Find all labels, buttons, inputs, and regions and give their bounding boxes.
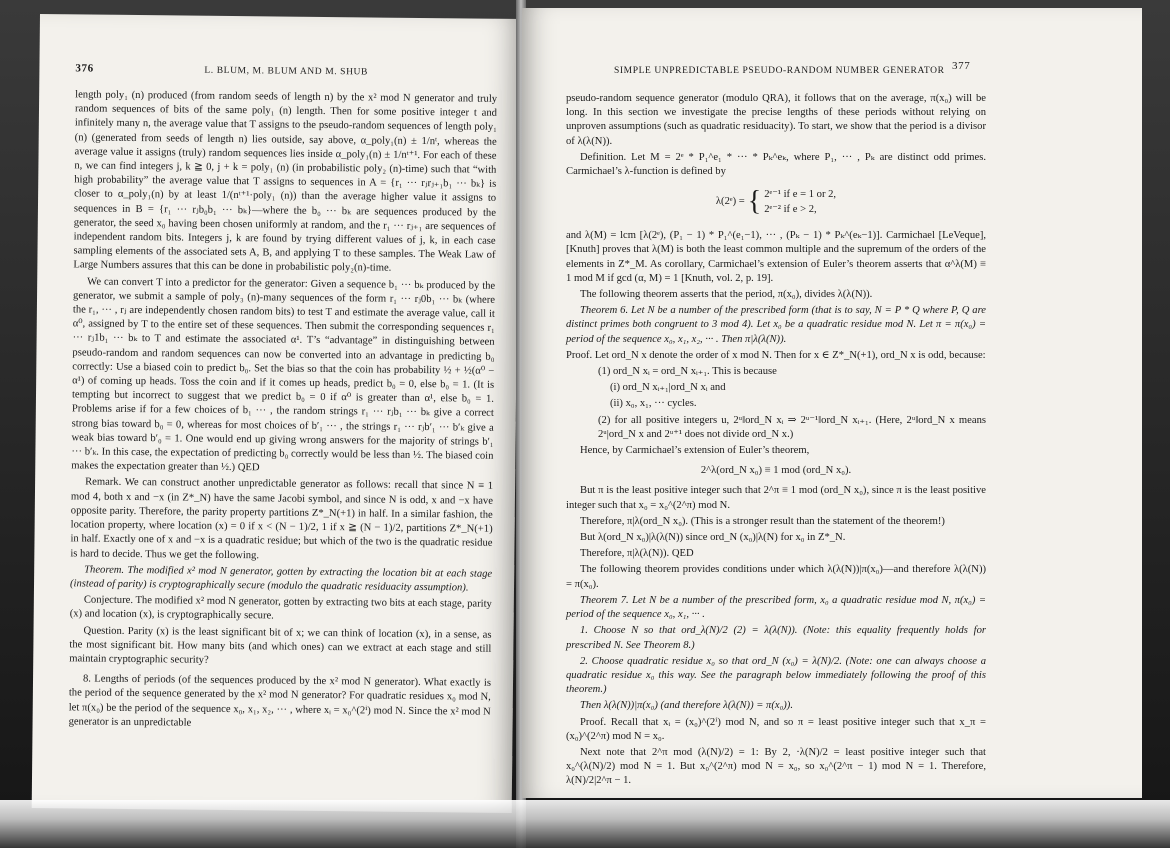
list-item: (i) ord_N xᵢ₊₁|ord_N xᵢ and	[610, 382, 726, 394]
definition-paragraph: Definition. Let M = 2ᵉ * P₁^e₁ * ··· * Pₖ^eₖ, where P₁, ··· , Pₖ are distinct odd primes. Carmichael’s λ-function is defined by	[566, 151, 986, 178]
list-item: (1) ord_N xᵢ = ord_N xᵢ₊₁. This is because	[598, 366, 777, 378]
formula-lhs: λ(2ᵉ) =	[715, 196, 745, 208]
question-paragraph: Question. Parity (x) is the least significant bit of x; we can think of location (x), in a sense, as the most significant bit. How many bits (and which ones) can we extract at each stage and still maintain cryptographic security?	[69, 625, 492, 666]
paragraph: 1. Choose N so that ord_λ(N)/2 (2) = λ(λ(N)). (Note: this equality frequently holds for prescribed N. See Theorem 8.)	[566, 625, 986, 651]
paragraph: Therefore, π|λ(λ(N)). QED	[580, 548, 694, 560]
paragraph: and λ(M) = lcm [λ(2ᵉ), (P₁ − 1) * P₁^(e₁−1), ··· , (Pₖ − 1) * Pₖ^(eₖ−1)]. Carmichael [LeVeque], [Knuth] proves that λ(M) is both the least common multiple and the supremum of the orders of the elements in Z*_M. As corollary, Carmichael’s extension of Euler’s theorem asserts that α^λ(M) ≡ 1 mod M if gcd (α, M) = 1 [Knuth, vol. 2, p. 19].	[566, 230, 986, 284]
running-head: SIMPLE UNPREDICTABLE PSEUDO-RANDOM NUMBER GENERATOR	[614, 66, 945, 76]
brace-symbol: {	[747, 186, 762, 218]
paragraph: But λ(ord_N x₀)|λ(λ(N)) since ord_N (x₀)|λ(N) for x₀ in Z*_N.	[580, 532, 846, 544]
paragraph: Therefore, π|λ(ord_N x₀). (This is a stronger result than the statement of the theorem!)	[580, 515, 945, 527]
centered-formula: 2^λ(ord_N x₀) ≡ 1 mod (ord_N x₀).	[700, 465, 852, 477]
page-number: 377	[952, 60, 971, 72]
section-8-paragraph: 8. Lengths of periods (of the sequences produced by the x² mod N generator). What exactly is the period of the sequence generated by the x² mod N generator? For quadratic residues x₀ mod N, let π(x₀) be the period of the sequence x₀, x₁, x₂, ··· , where xᵢ = x₀^(2ⁱ) mod N. Since the x² mod N generator is an unpredictable	[68, 673, 492, 729]
proof-paragraph: Proof. Recall that xᵢ = (x₀)^(2ⁱ) mod N, and so π = least positive integer such that x_π = (x₀)^(2^π) mod N = x₀.	[566, 716, 986, 742]
page-number: 376	[75, 62, 94, 75]
theorem-6-paragraph: Theorem 6. Let N be a number of the prescribed form (that is to say, N = P * Q where P, Q are distinct primes both congruent to 3 mod 4). Let x₀ be a quadratic residue mod N. Let π = π(x₀) = period of the sequence x₀, x₁, x₂, ··· . Then π|λ(λ(N)).	[566, 305, 986, 345]
paragraph: The following theorem provides conditions under which λ(λ(N))|π(x₀)—and therefore λ(λ(N)) = π(x₀).	[566, 564, 986, 590]
list-item: (2) for all positive integers u, 2ᵘ‖ord_N xᵢ ⇒ 2ᵘ⁻¹‖ord_N xᵢ₊₁. (Here, 2ᵘ‖ord_N x means 2ᵘ|ord_N x and 2ᵘ⁺¹ does not divide ord_N x.)	[598, 414, 986, 440]
right-page	[522, 8, 1142, 798]
left-body-text	[68, 88, 497, 735]
conjecture-paragraph: Conjecture. The modified x² mod N generator, gotten by extracting two bits at each stage, parity (x) and location (x), is cryptographically secure.	[69, 594, 492, 622]
theorem-paragraph: Theorem. The modified x² mod N generator, gotten by extracting the location bit at each stage (instead of parity) is cryptographically secure (modulo the quadratic residuacity assumption).	[69, 564, 493, 594]
paragraph: Hence, by Carmichael’s extension of Euler’s theorem,	[580, 445, 810, 457]
theorem-7-paragraph: Theorem 7. Let N be a number of the prescribed form, x₀ a quadratic residue mod N, π(x₀) = period of the sequence x₀, x₁, ··· .	[566, 594, 986, 621]
running-head: L. BLUM, M. BLUM AND M. SHUB	[204, 65, 369, 78]
bottom-page-edge-shadow	[0, 800, 1170, 848]
formula-case: 2ᵉ⁻¹ if e = 1 or 2,	[764, 189, 837, 201]
paragraph: 2. Choose quadratic residue x₀ so that ord_N (x₀) = λ(N)/2. (Note: one can always choose a quadratic residue x₀ this way. See the paragraph below immediately following the proof of this theorem.)	[566, 655, 986, 696]
paragraph: But π is the least positive integer such that 2^π ≡ 1 mod (ord_N x₀), since π is the least positive integer such that x₀ = x₀^(2^π) mod N.	[566, 485, 986, 511]
formula-case: 2ᵉ⁻² if e > 2,	[764, 204, 817, 216]
lambda-definition-formula	[566, 187, 986, 217]
remark-paragraph: Remark. We can construct another unpredictable generator as follows: recall that since N ≡ 1 mod 4, both x and −x (in Z*_N) have the same Jacobi symbol, and since N is odd, x and −x have opposite parity. Therefore, the parity property partitions Z*_N(+1) in half. In a similar fashion, the location property, where location (x) = 0 if x < (N − 1)/2, 1 if x ≧ (N − 1)/2, partitions Z*_N(+1) in half. Exactly one of x and −x is a quadratic residue; but which of the two is the quadratic residue is hard to decide. Thus we get the following.	[70, 476, 494, 561]
proof-paragraph: Proof. Let ord_N x denote the order of x mod N. Then for x ∈ Z*_N(+1), ord_N x is odd, because:	[566, 349, 986, 361]
paragraph: Then λ(λ(N))|π(x₀) (and therefore λ(λ(N)) = π(x₀)).	[580, 700, 793, 712]
paragraph: pseudo-random sequence generator (modulo QRA), it follows that on the average, π(x₀) will be long. In this section we investigate the precise lengths of these periods without relying on unproven assumptions (such as quadratic residuacity). To start, we show that the period is a divisor of λ(λ(N)).	[566, 93, 986, 147]
paragraph: Next note that 2^π mod (λ(N)/2) = 1: By 2, ·λ(N)/2 = least positive integer such that x₀^(λ(N)/2) mod N = 1. But x₀^(2^π) mod N = x₀, so x₀^(2^π − 1) mod N = 1. Therefore, λ(N)/2|2^π − 1.	[566, 746, 986, 787]
formula-cases	[764, 187, 836, 217]
paragraph: We can convert T into a predictor for the generator: Given a sequence b₁ ··· bₖ produced by the generator, we submit a sample of poly₃ (n)-many sequences of the form r₁ ··· rⱼ0b₁ ··· bₖ (where the r₁, ··· , rⱼ are independently chosen random bits) to test T and estimate the average value, call it α⁰, assigned by T to the entire set of these sequences. Then submit the corresponding sequences r₁ ··· rⱼ1b₁ ··· bₖ to T and estimate the associated α¹. T’s “advantage” in distinguishing between pseudo-random and random sequences can now be converted into an advantage in predicting b₀ correctly: Use a biased coin to predict b₀. Set the bias so that the coin has probability ½ + ½(α⁰ − α¹) of coming up heads. Toss the coin and if it comes up heads, predict b₀ = 0, else b₀ = 1. (It is tempting but incorrect to suggest that we predict b₀ = 0 if α⁰ is greater than α¹, else b₀ = 1. Problems arise if for a few choices of b₁ ··· , the random strings r₁ ··· rⱼb₁ ··· bₖ give a correct strong bias toward b₀ = 0, whereas for most choices of b′₁ ··· , the strings r₁ ··· rⱼb′₁ ··· b′ₖ give a weak bias toward b′₀ = 1. One would end up giving wrong answers for the majority of strings b′₁ ··· b′ₖ. In this case, the expectation of predicting b₀ correctly would be less than ½. The biased coin makes the expectation greater than ½.) QED	[71, 276, 496, 474]
paragraph: length poly₁ (n) produced (from random seeds of length n) by the x² mod N generator and truly random sequences of bits of the same poly₁ (n) length. Then for some positive integer t and infinitely many n, the average value that T assigns to the pseudo-random sequences of length poly₁ (n) (generated from seeds of length n) lies outside, say above, α_poly₁(n) ± 1/nᵗ, whereas the average value it assigns (truly) random sequences lies inside α_poly₁(n) ± 1/nᵗ⁺¹. For each of these n, we can find integers j, k ≧ 0, j + k = poly₁ (n) (in probabilistic poly₂ (n)-time) such that “with high probability” the average value that T assigns to sequences in A = {r₁ ··· rⱼrⱼ₊₁b₁ ··· bₖ} is closer to α_poly₁(n) by at least 1/(nᵗ⁺¹·poly₁ (n)) than the average higher value it assigns to sequences in B = {r₁ ··· rⱼb₀b₁ ··· bₖ}—where the b₀ ··· bₖ are sequences produced by the generator, the seed x₀ having been chosen uniformly at random, and the r₁ ··· rⱼ₊₁ are sequences of independent random bits. Integers j, k are found by trying different values of j, k, in each case sampling elements of the associated sets A, B, and applying T to these samples. The Weak Law of Large Numbers assures that this can be done in probabilistic poly₂(n)-time.	[73, 89, 498, 275]
list-item: (ii) x₀, x₁, ··· cycles.	[610, 398, 697, 410]
right-body-text	[566, 92, 986, 791]
paragraph: The following theorem asserts that the period, π(x₀), divides λ(λ(N)).	[580, 289, 873, 301]
left-page	[32, 14, 520, 813]
